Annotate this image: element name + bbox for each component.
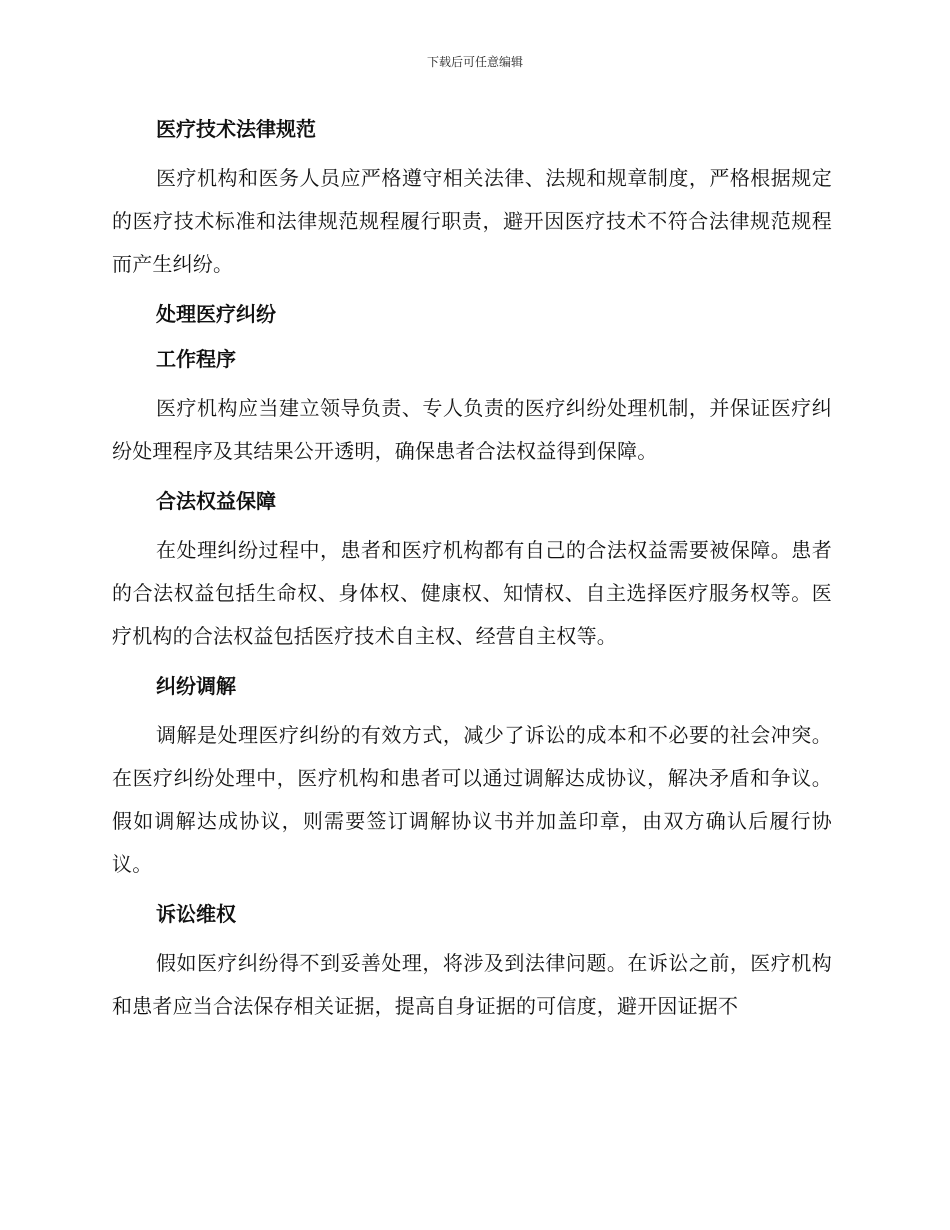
document-body xyxy=(112,112,832,1028)
section-heading: 合法权益保障 xyxy=(156,489,276,513)
section-heading: 工作程序 xyxy=(156,347,236,371)
section-paragraph: 假如医疗纠纷得不到妥善处理，将涉及到法律问题。在诉讼之前，医疗机构和患者应当合法保存相关证据，提高自身证据的可信度，避开因证据不 xyxy=(112,951,832,1018)
section-heading: 纠纷调解 xyxy=(156,674,236,698)
section-paragraph: 调解是处理医疗纠纷的有效方式，减少了诉讼的成本和不必要的社会冲突。在医疗纠纷处理中，医疗机构和患者可以通过调解达成协议，解决矛盾和争议。假如调解达成协议，则需要签订调解协议书并加盖印章，由双方确认后履行协议。 xyxy=(112,723,832,876)
page-header: 下载后可任意编辑 xyxy=(426,55,523,69)
section-paragraph: 医疗机构和医务人员应严格遵守相关法律、法规和规章制度，严格根据规定的医疗技术标准和法律规范规程履行职责，避开因医疗技术不符合法律规范规程而产生纠纷。 xyxy=(112,166,832,276)
section-paragraph: 医疗机构应当建立领导负责、专人负责的医疗纠纷处理机制，并保证医疗纠纷处理程序及其结果公开透明，确保患者合法权益得到保障。 xyxy=(112,396,832,463)
section-paragraph: 在处理纠纷过程中，患者和医疗机构都有自己的合法权益需要被保障。患者的合法权益包括生命权、身体权、健康权、知情权、自主选择医疗服务权等。医疗机构的合法权益包括医疗技术自主权、经营自主权等。 xyxy=(112,538,832,648)
section-heading: 处理医疗纠纷 xyxy=(156,302,276,326)
section-heading: 医疗技术法律规范 xyxy=(156,117,316,141)
section-heading: 诉讼维权 xyxy=(156,902,236,926)
